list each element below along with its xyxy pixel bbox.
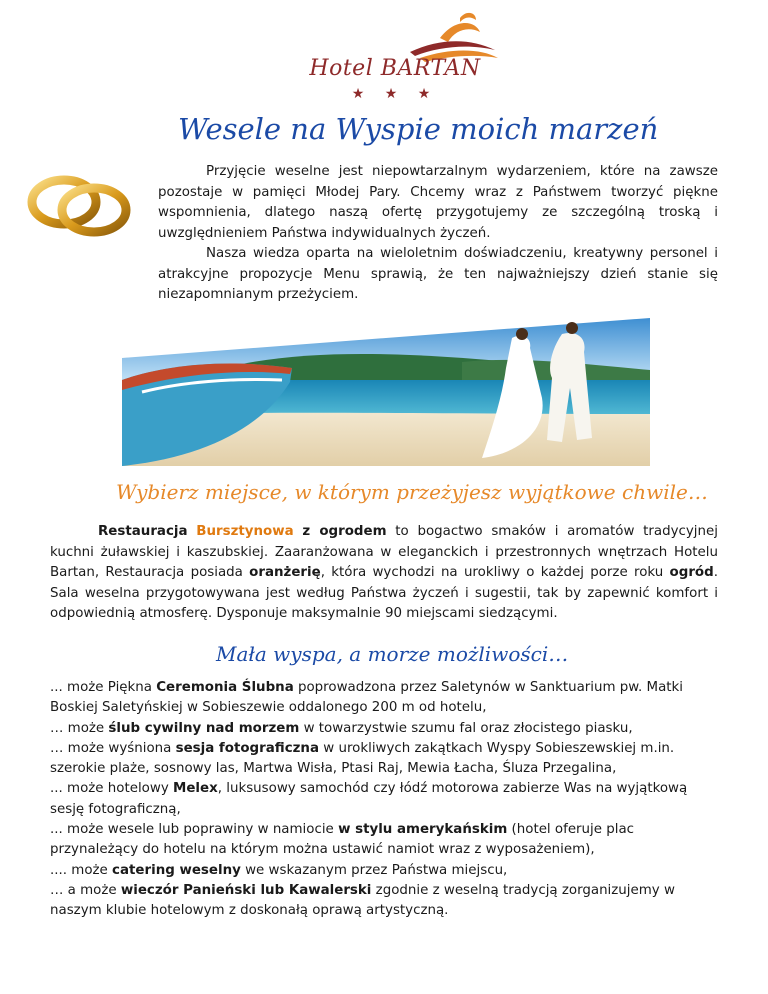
hotel-stars: ★ ★ ★: [351, 86, 439, 102]
hotel-name: Hotel BARTAN: [309, 56, 481, 81]
list-item: … może wyśniona sesja fotograficzna w urokliwych zakątkach Wyspy Sobieszewskiej m.in. szerokie plaże, sosnowy las, Martwa Wisła, Ptasi Raj, Mewia Łacha, Śluza Przegalina,: [50, 740, 675, 777]
section-heading-possibilities: Mała wyspa, a morze możliwości…: [216, 642, 569, 666]
restaurant-description: Restauracja Bursztynowa z ogrodem to bogactwo smaków i aromatów tradycyjnej kuchni żuławskiej i kaszubskiej. Zaaranżowana w eleganckich i przestronnych wnętrzach Hotelu Bartan, Restauracja posiada oranżerię, która wychodzi na urokliwy o każdej porze roku ogród. Sala weselna przygotowywana jest według Państwa życzeń i sugestii, tak by zapewnić komfort i odpowiednią atmosferę. Dysponuje maksymalnie 90 miejscami siedzącymi.: [50, 524, 718, 621]
intro-text: [158, 162, 718, 306]
restaurant-name: Bursztynowa: [196, 524, 294, 539]
section-heading-venue: Wybierz miejsce, w którym przeżyjesz wyjątkowe chwile…: [116, 480, 708, 504]
possibilities-list: [50, 678, 718, 922]
list-item: ... może Piękna Ceremonia Ślubna poprowadzona przez Saletynów w Sanktuarium pw. Matki Boskiej Saletyńskiej w Sobieszewie oddalonego 200 m od hotelu,: [50, 680, 684, 716]
orangery-label: oranżerię: [249, 565, 321, 580]
restaurant-label: Restauracja: [98, 524, 188, 539]
intro-paragraph-1: Przyjęcie weselne jest niepowtarzalnym wydarzeniem, które na zawsze pozostaje w pamięci Młodej Pary. Chcemy wraz z Państwem tworzyć piękne wspomnienia, dlatego naszą ofertę przygotujemy ze szczególną troską i uwzględnieniem Państwa indywidualnych życzeń.: [158, 164, 718, 241]
page-title: Wesele na Wyspie moich marzeń: [178, 112, 659, 146]
beach-wedding-photo: [122, 318, 650, 466]
list-item: … a może wieczór Panieński lub Kawalerski zgodnie z weselną tradycją zorganizujemy w naszym klubie hotelowym z doskonałą oprawą artystyczną.: [50, 882, 675, 919]
garden-word: ogród: [669, 565, 714, 580]
list-item: ... może hotelowy Melex, luksusowy samochód czy łódź motorowa zabierze Was na wyjątkową sesję fotograficzną,: [50, 781, 688, 817]
list-item: .... może catering weselny we wskazanym przez Państwa miejscu,: [50, 862, 508, 878]
garden-label: z ogrodem: [302, 524, 387, 539]
intro-paragraph-2: Nasza wiedza oparta na wieloletnim doświadczeniu, kreatywny personel i atrakcyjne propozycje Menu sprawią, że ten najważniejszy dzień stanie się niezapomnianym przeżyciem.: [158, 246, 718, 302]
list-item: ... może wesele lub poprawiny w namiocie w stylu amerykańskim (hotel oferuje plac przynależący do hotelu na którym można ustawić namiot wraz z wyposażeniem),: [50, 822, 635, 858]
list-item: … może ślub cywilny nad morzem w towarzystwie szumu fal oraz złocistego piasku,: [50, 720, 633, 736]
wedding-rings-image: [24, 164, 136, 244]
